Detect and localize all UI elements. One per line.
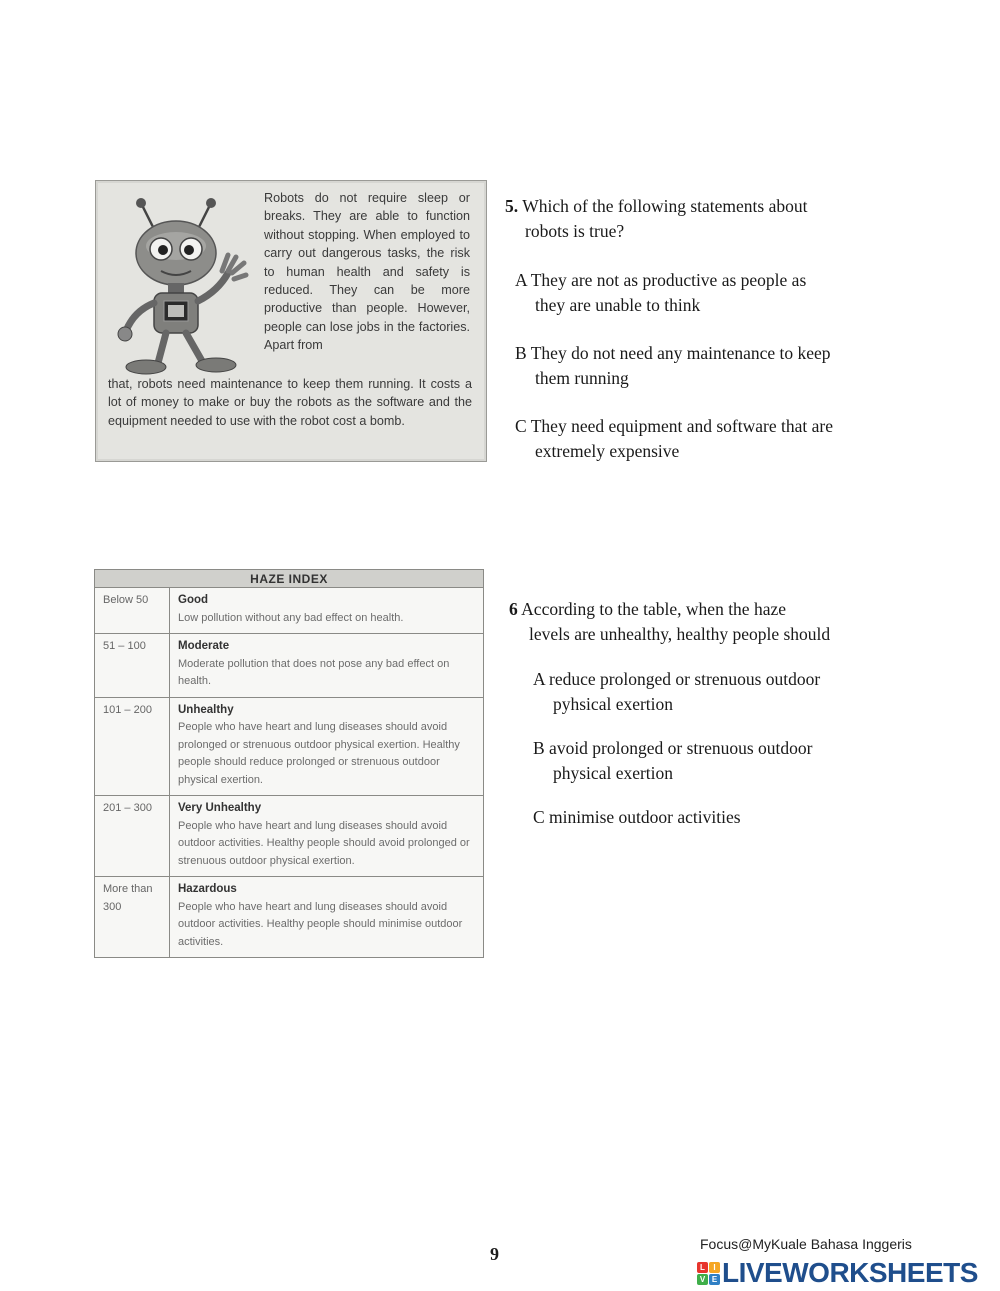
robot-passage-box bbox=[95, 180, 487, 462]
option-line2: pyhsical exertion bbox=[553, 694, 674, 714]
logo-letter-v: V bbox=[697, 1274, 708, 1285]
haze-description: People who have heart and lung diseases should avoid outdoor activities. Healthy people should minimise outdoor activities. bbox=[178, 900, 463, 948]
haze-description: Moderate pollution that does not pose any bad effect on health. bbox=[178, 657, 450, 687]
robot-passage-text-bottom: that, robots need maintenance to keep them running. It costs a lot of money to make or buy the robots as the software and the equipment needed to use with the robot cost a bomb. bbox=[108, 377, 472, 428]
page-number: 9 bbox=[490, 1244, 499, 1264]
liveworksheets-logo[interactable] bbox=[697, 1257, 978, 1289]
option-line1: B avoid prolonged or strenuous outdoor bbox=[533, 738, 813, 758]
question-5-option-a[interactable] bbox=[515, 268, 905, 318]
haze-range: 101 – 200 bbox=[95, 697, 170, 796]
haze-description: People who have heart and lung diseases should avoid outdoor activities. Healthy people should avoid prolonged or strenuous outdoor physical exertion. bbox=[178, 819, 470, 867]
question-5-stem-line2: robots is true? bbox=[525, 221, 625, 241]
option-line2: them running bbox=[535, 368, 629, 388]
option-line2: extremely expensive bbox=[535, 441, 680, 461]
option-line1: B They do not need any maintenance to keep bbox=[515, 343, 831, 363]
haze-index-table bbox=[94, 569, 484, 958]
question-6-option-a[interactable] bbox=[533, 667, 909, 717]
robot-illustration-icon bbox=[106, 191, 256, 379]
haze-index-title: HAZE INDEX bbox=[95, 570, 484, 588]
haze-level: Very Unhealthy bbox=[178, 802, 262, 814]
haze-description: People who have heart and lung diseases should avoid prolonged or strenuous outdoor physical exertion. Healthy people should reduce prolonged or strenuous outdoor physical exertion. bbox=[178, 721, 460, 786]
question-6-stem-line2: levels are unhealthy, healthy people should bbox=[529, 624, 831, 644]
option-line1: C minimise outdoor activities bbox=[533, 807, 741, 827]
question-6-option-c[interactable] bbox=[533, 805, 909, 830]
haze-level-cell bbox=[170, 796, 484, 877]
question-6-stem-line1: According to the table, when the haze bbox=[521, 599, 786, 619]
haze-range: More than 300 bbox=[95, 877, 170, 958]
question-6-option-b[interactable] bbox=[533, 736, 909, 786]
question-6-stem bbox=[509, 597, 909, 647]
haze-level: Moderate bbox=[178, 640, 230, 652]
liveworksheets-logo-text: LIVEWORKSHEETS bbox=[722, 1257, 978, 1288]
table-row bbox=[95, 796, 484, 877]
haze-description: Low pollution without any bad effect on health. bbox=[178, 611, 404, 624]
question-5 bbox=[505, 194, 905, 464]
haze-level-cell bbox=[170, 588, 484, 634]
question-5-option-c[interactable] bbox=[515, 414, 905, 464]
option-line1: C They need equipment and software that are bbox=[515, 416, 833, 436]
haze-level-cell bbox=[170, 634, 484, 698]
haze-range: Below 50 bbox=[95, 588, 170, 634]
option-line2: physical exertion bbox=[553, 763, 674, 783]
question-5-stem bbox=[505, 194, 905, 244]
option-line1: A reduce prolonged or strenuous outdoor bbox=[533, 669, 821, 689]
haze-range: 201 – 300 bbox=[95, 796, 170, 877]
logo-letter-e: E bbox=[709, 1274, 720, 1285]
question-6 bbox=[509, 597, 909, 830]
logo-letter-i: I bbox=[709, 1262, 720, 1273]
haze-level: Good bbox=[178, 594, 209, 606]
question-5-number: 5. bbox=[505, 196, 519, 216]
question-5-stem-line1: Which of the following statements about bbox=[522, 196, 808, 216]
haze-level-cell bbox=[170, 877, 484, 958]
haze-range: 51 – 100 bbox=[95, 634, 170, 698]
logo-letter-l: L bbox=[697, 1262, 708, 1273]
question-6-number: 6 bbox=[509, 599, 518, 619]
option-line1: A They are not as productive as people as bbox=[515, 270, 807, 290]
table-row bbox=[95, 697, 484, 796]
haze-level: Hazardous bbox=[178, 883, 237, 895]
footer-credit: Focus@MyKuale Bahasa Inggeris bbox=[700, 1236, 912, 1252]
option-line2: they are unable to think bbox=[535, 295, 701, 315]
table-row bbox=[95, 877, 484, 958]
table-row bbox=[95, 588, 484, 634]
question-5-option-b[interactable] bbox=[515, 341, 905, 391]
liveworksheets-logo-icon bbox=[697, 1262, 720, 1285]
robot-passage-text-top: Robots do not require sleep or breaks. They are able to function without stopping. When employed to carry out dangerous tasks, the risk to human health and safety is reduced. They can be more productive than people. However, people can lose jobs in the factories. Apart from bbox=[264, 191, 470, 353]
table-row bbox=[95, 634, 484, 698]
haze-level-cell bbox=[170, 697, 484, 796]
haze-level: Unhealthy bbox=[178, 703, 234, 716]
